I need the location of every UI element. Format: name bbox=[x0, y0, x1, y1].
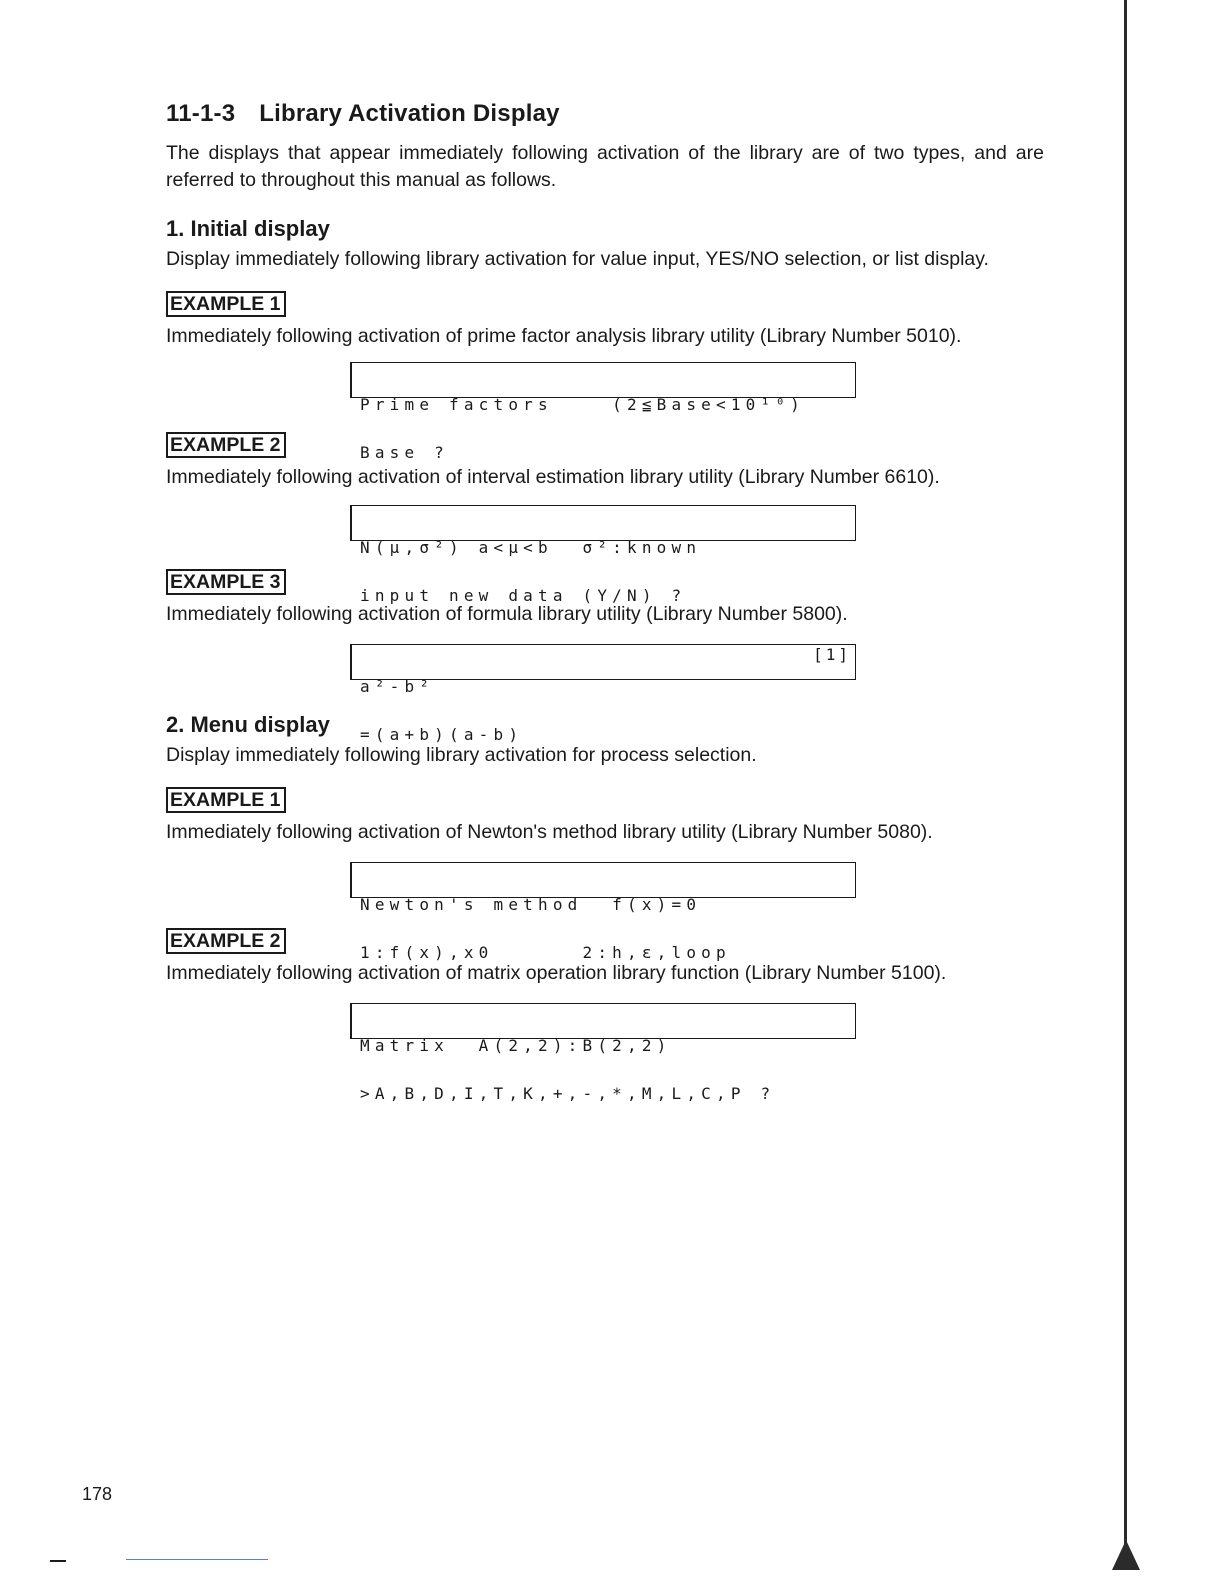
footer-rule bbox=[126, 1559, 268, 1560]
section-number: 11-1-3 bbox=[166, 100, 236, 127]
lcd-line-1: Matrix A(2,2):B(2,2) bbox=[360, 1038, 672, 1054]
lcd-line-1: N(μ,σ²) a<μ<b σ²:known bbox=[360, 540, 702, 556]
lcd-display bbox=[350, 362, 856, 461]
lcd-line-2: =(a+b)(a-b) bbox=[360, 727, 524, 743]
example-caption: Immediately following activation of matrix operation library function (Library Number 5100). bbox=[166, 962, 947, 984]
example-label: EXAMPLE 2 bbox=[166, 432, 286, 458]
lcd-line-1: Newton's method f(x)=0 bbox=[360, 897, 702, 913]
menu-display-heading: 2. Menu display bbox=[166, 712, 330, 737]
example-label: EXAMPLE 1 bbox=[166, 787, 286, 813]
lcd-display bbox=[350, 505, 856, 604]
binding-edge-rule bbox=[1124, 0, 1127, 1560]
initial-display-description: Display immediately following library activation for value input, YES/NO selection, or list display. bbox=[166, 248, 989, 270]
corner-mark bbox=[50, 1560, 66, 1562]
lcd-display bbox=[350, 862, 856, 961]
lcd-display bbox=[350, 644, 856, 743]
lcd-line-1: a²-b² bbox=[360, 679, 435, 695]
lcd-display bbox=[350, 1003, 856, 1102]
example-caption: Immediately following activation of formula library utility (Library Number 5800). bbox=[166, 603, 848, 625]
page-number: 178 bbox=[82, 1484, 113, 1504]
lcd-line-2: >A,B,D,I,T,K,+,-,*,M,L,C,P ?_ bbox=[360, 1086, 791, 1102]
lcd-line-1: Prime factors (2≦Base<10¹⁰) bbox=[360, 397, 805, 413]
example-label: EXAMPLE 3 bbox=[166, 569, 286, 595]
lcd-line-2: Base ?_ bbox=[360, 445, 464, 461]
section-title: Library Activation Display bbox=[259, 100, 560, 127]
example-label: EXAMPLE 1 bbox=[166, 291, 286, 317]
lcd-line-2: input new data (Y/N) ? bbox=[360, 588, 687, 604]
example-label: EXAMPLE 2 bbox=[166, 928, 286, 954]
example-caption: Immediately following activation of Newton's method library utility (Library Number 5080). bbox=[166, 821, 933, 843]
example-caption: Immediately following activation of prime factor analysis library utility (Library Number 5010). bbox=[166, 325, 962, 347]
initial-display-heading: 1. Initial display bbox=[166, 216, 330, 241]
section-heading bbox=[166, 100, 1044, 128]
page-content bbox=[166, 100, 1044, 1102]
example-caption: Immediately following activation of interval estimation library utility (Library Number 6610). bbox=[166, 466, 940, 488]
lcd-page-indicator: [1] bbox=[813, 645, 851, 664]
binding-edge-foot bbox=[1112, 1540, 1140, 1570]
menu-display-description: Display immediately following library activation for process selection. bbox=[166, 744, 757, 766]
lcd-line-2: 1:f(x),x0 2:h,ε,loop bbox=[360, 945, 731, 961]
section-intro: The displays that appear immediately following activation of the library are of two types, and are referred to throughout this manual as follows. bbox=[166, 142, 1044, 191]
